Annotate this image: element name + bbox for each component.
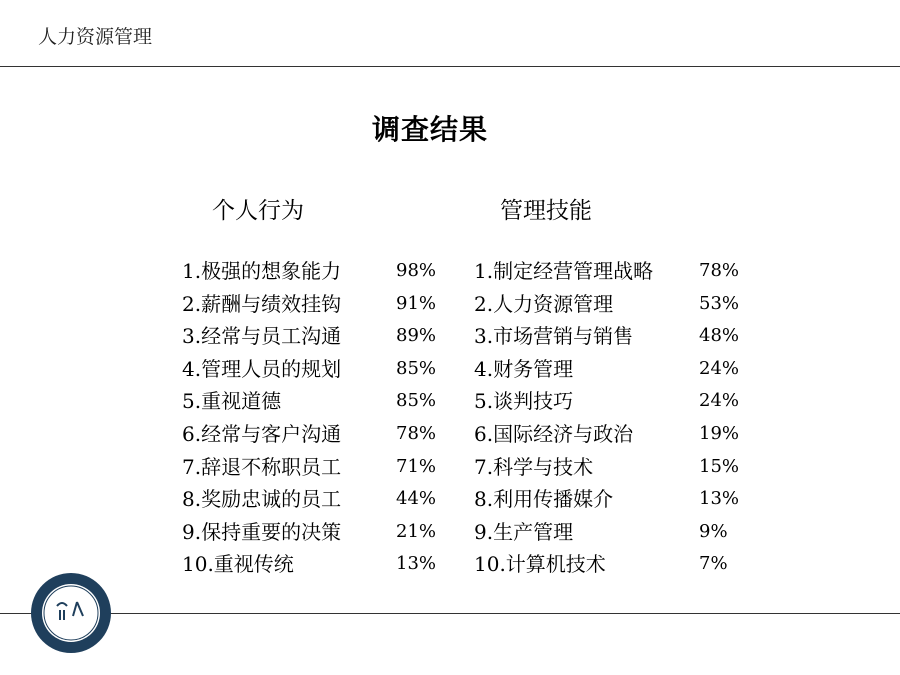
app-title: 人力资源管理: [38, 26, 153, 48]
list-item: [474, 548, 754, 581]
list-item: [182, 385, 442, 418]
list-item: [182, 288, 442, 321]
item-label: 10.计算机技术: [474, 552, 606, 577]
item-label: 8.利用传播媒介: [474, 487, 614, 512]
university-seal-icon: [30, 572, 112, 654]
item-label: 2.人力资源管理: [474, 291, 614, 316]
item-percent: 89%: [396, 325, 437, 347]
item-percent: 91%: [396, 292, 437, 314]
item-percent: 44%: [396, 488, 437, 510]
item-percent: 15%: [699, 455, 740, 477]
item-label: 7.科学与技术: [474, 454, 594, 479]
item-percent: 85%: [396, 357, 437, 379]
management-skills-list: [474, 255, 754, 581]
item-label: 9.生产管理: [474, 519, 574, 544]
list-item: [474, 483, 754, 516]
item-label: 1.极强的想象能力: [182, 259, 342, 283]
item-percent: 98%: [396, 260, 437, 281]
item-label: 9.保持重要的决策: [182, 519, 342, 544]
list-item: [182, 548, 442, 581]
list-item: [182, 451, 442, 484]
item-label: 1.制定经营管理战略: [474, 259, 654, 283]
list-item: [474, 320, 754, 353]
list-item: [182, 418, 442, 451]
list-item: [182, 255, 442, 288]
header-divider: [0, 66, 900, 67]
item-label: 6.经常与客户沟通: [182, 421, 342, 446]
list-item: [182, 353, 442, 386]
list-item: [182, 320, 442, 353]
footer-divider: [0, 613, 900, 614]
item-percent: 78%: [699, 260, 740, 281]
item-label: 5.谈判技巧: [474, 389, 574, 414]
item-percent: 24%: [699, 390, 740, 412]
column-heading-skills: 管理技能: [500, 198, 592, 224]
item-percent: 21%: [396, 520, 437, 542]
item-label: 8.奖励忠诚的员工: [182, 487, 342, 512]
item-percent: 13%: [699, 488, 740, 510]
list-item: [474, 385, 754, 418]
list-item: [474, 255, 754, 288]
item-percent: 71%: [396, 455, 437, 477]
item-percent: 19%: [699, 422, 740, 444]
item-label: 4.财务管理: [474, 356, 574, 381]
list-item: [474, 418, 754, 451]
item-percent: 48%: [699, 325, 740, 347]
item-label: 2.薪酬与绩效挂钩: [182, 291, 342, 316]
item-percent: 24%: [699, 357, 740, 379]
item-label: 7.辞退不称职员工: [182, 454, 342, 479]
list-item: [182, 516, 442, 549]
item-label: 3.市场营销与销售: [474, 324, 634, 349]
item-percent: 85%: [396, 390, 437, 412]
item-label: 4.管理人员的规划: [182, 356, 342, 381]
column-heading-personal: 个人行为: [212, 198, 304, 224]
item-label: 10.重视传统: [182, 552, 294, 577]
list-item: [474, 451, 754, 484]
list-item: [474, 288, 754, 321]
item-percent: 13%: [396, 553, 437, 575]
item-label: 5.重视道德: [182, 389, 282, 414]
item-percent: 7%: [699, 553, 728, 575]
item-label: 6.国际经济与政治: [474, 421, 634, 446]
item-percent: 53%: [699, 292, 740, 314]
item-percent: 78%: [396, 422, 437, 444]
list-item: [474, 516, 754, 549]
slide-title: 调查结果: [371, 113, 488, 146]
item-label: 3.经常与员工沟通: [182, 324, 342, 349]
item-percent: 9%: [699, 520, 728, 542]
list-item: [182, 483, 442, 516]
personal-behavior-list: [182, 255, 442, 581]
list-item: [474, 353, 754, 386]
